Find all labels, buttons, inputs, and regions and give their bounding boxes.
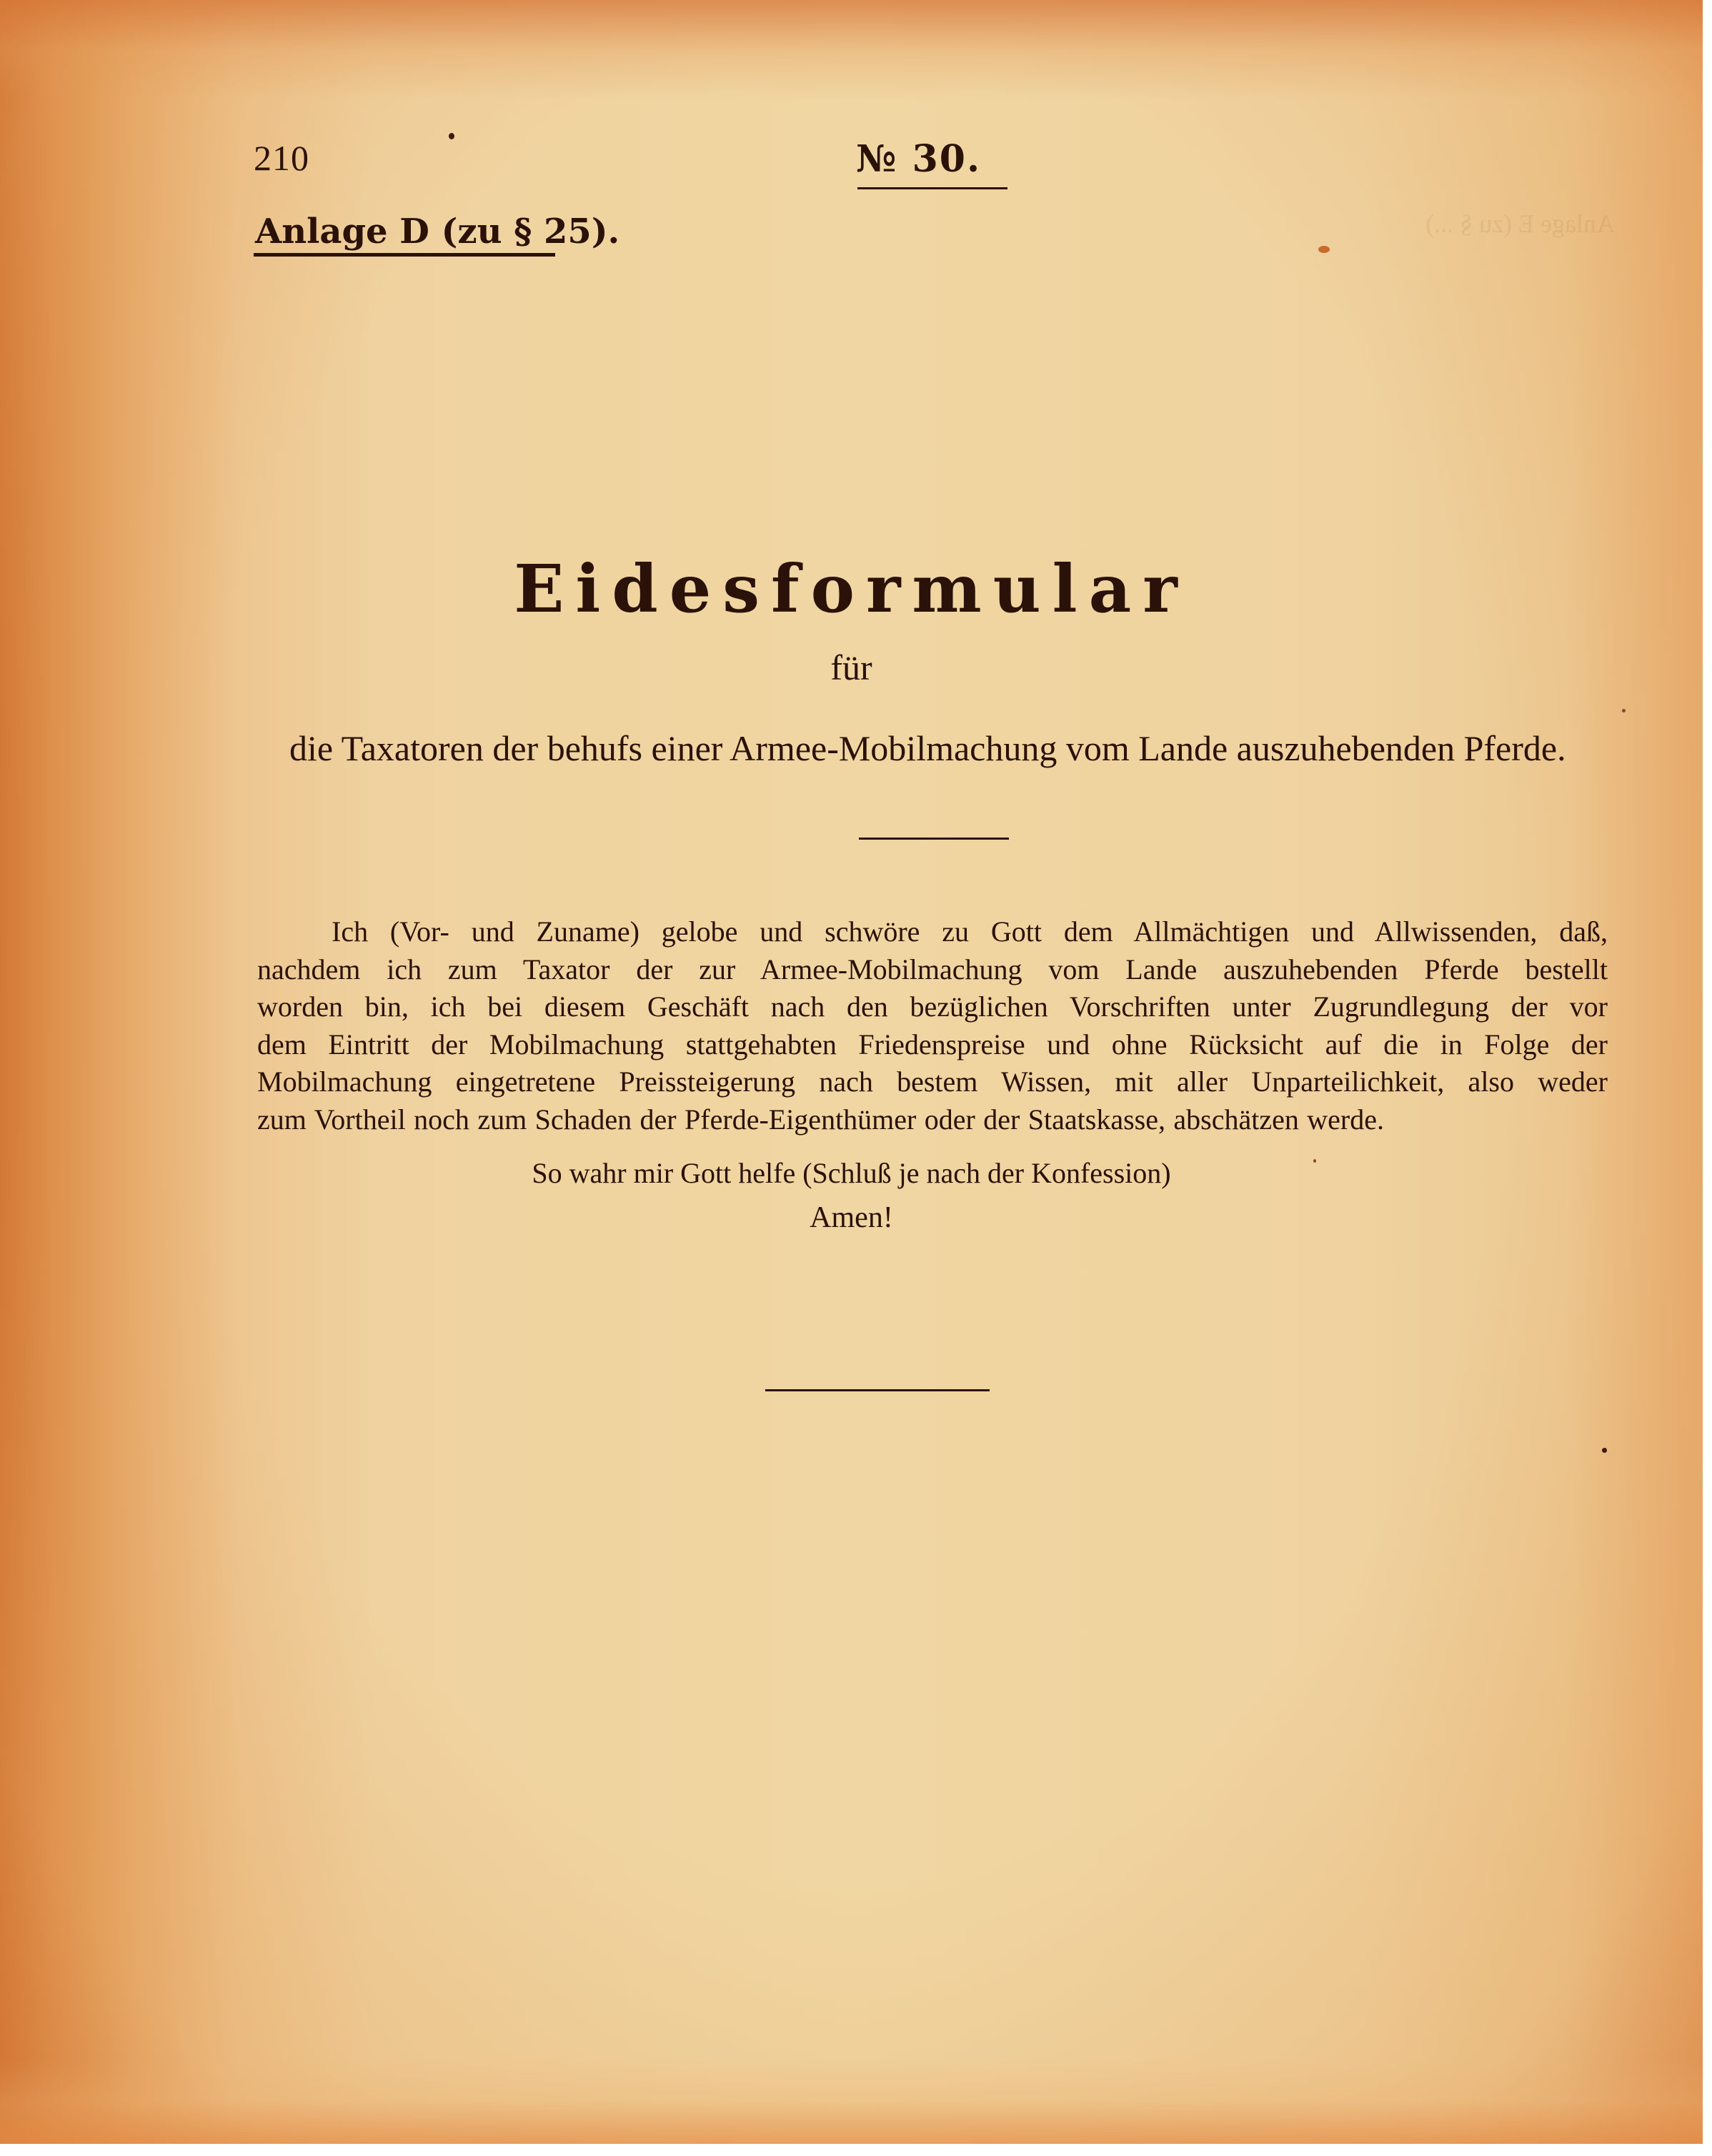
- rust-speck: [1318, 246, 1330, 253]
- issue-number-underline: [857, 187, 1007, 189]
- oath-closing: So wahr mir Gott helfe (Schluß je nach der Konfession): [532, 1157, 1171, 1189]
- oath-amen: Amen!: [810, 1201, 893, 1234]
- oath-line: zum Vortheil noch zum Schaden der Pferde-Eigenthümer oder der Staatskasse, abschätzen werde.: [257, 1103, 1384, 1136]
- ink-speck: [1622, 709, 1626, 712]
- oath-line: dem Eintritt der Mobilmachung stattgehabten Friedenspreise und ohne Rücksicht auf die in Folge der: [257, 1028, 1608, 1060]
- bleed-through-text: Anlage E (zu § ...): [1425, 209, 1615, 238]
- document-subtitle: die Taxatoren der behufs einer Armee-Mobilmachung vom Lande auszuhebenden Pferde.: [289, 728, 1566, 768]
- page-number: 210: [254, 138, 309, 178]
- ink-speck: [1602, 1448, 1607, 1453]
- ink-speck: [1313, 1159, 1316, 1163]
- ink-speck: [449, 133, 454, 139]
- oath-paragraph: [257, 913, 1608, 1138]
- issue-number: № 30.: [856, 137, 982, 181]
- oath-line: worden bin, ich bei diesem Geschäft nach den bezüglichen Vorschriften unter Zugrundlegung der vor: [257, 990, 1608, 1023]
- annex-label-underline: [254, 253, 555, 257]
- oath-line: Mobilmachung eingetretene Preissteigerung nach bestem Wissen, mit aller Unparteilichkeit, also weder: [257, 1065, 1608, 1098]
- section-divider: [859, 838, 1009, 840]
- title-preposition: für: [830, 647, 872, 687]
- end-rule: [765, 1389, 990, 1391]
- annex-label: Anlage D (zu § 25).: [255, 212, 620, 252]
- oath-line: Ich (Vor- und Zuname) gelobe und schwöre zu Gott dem Allmächtigen und Allwissenden, daß,: [332, 915, 1608, 948]
- oath-line: nachdem ich zum Taxator der zur Armee-Mobilmachung vom Lande auszuhebenden Pferde bestellt: [257, 953, 1608, 985]
- document-title: Eidesformular: [514, 550, 1189, 627]
